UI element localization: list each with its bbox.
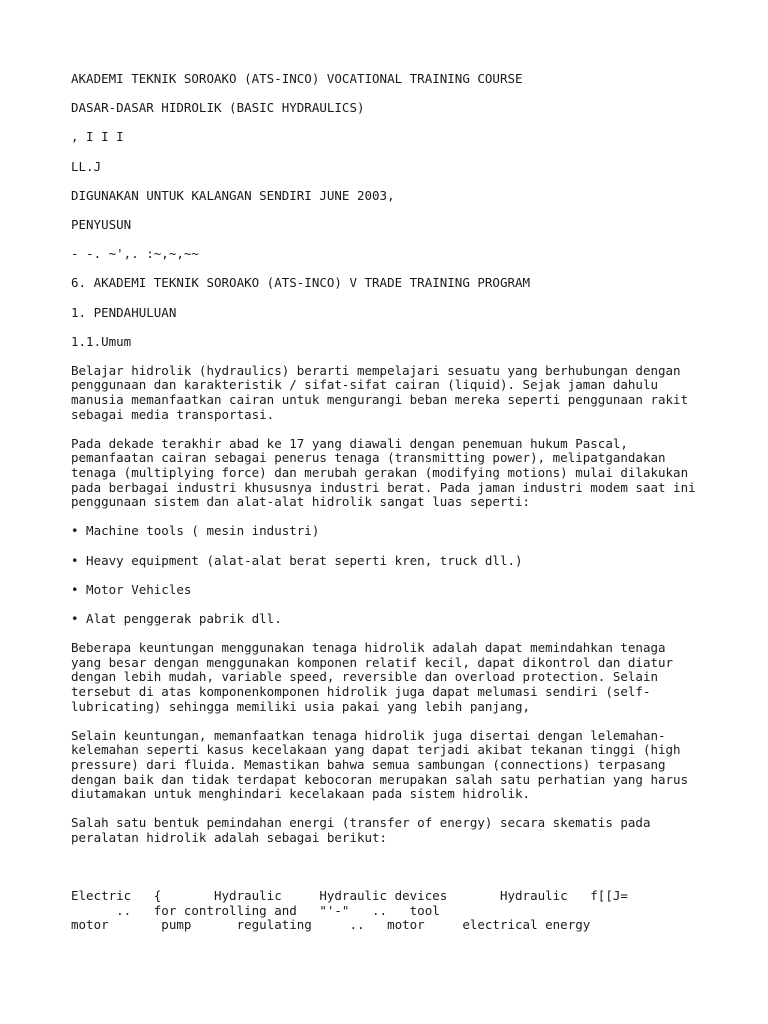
paragraph-intro: Belajar hidrolik (hydraulics) berarti mempelajari sesuatu yang berhubungan dengan penggunaan dan karakteristik / sifat-sifat cairan (liquid). Sejak jaman dahulu manusia memanfaatkan cairan untuk mengurangi beban mereka seperti penggunaan rakit sebagai media transportasi.: [71, 362, 689, 422]
document-page: [71, 72, 721, 933]
subsection-heading: 1.1.Umum: [71, 333, 132, 349]
usage-note: DIGUNAKAN UNTUK KALANGAN SENDIRI JUNE 2003,: [71, 187, 395, 203]
paragraph-history: Pada dekade terakhir abad ke 17 yang diawali dengan penemuan hukum Pascal, pemanfaatan cairan sebagai penerus tenaga (transmitting power), melipatgandakan tenaga (multiplying force) dan merubah gerakan (modifying motions) mulai dilakukan pada berbagai industri khususnya industri berat. Pada jaman industri modem saat ini penggunaan sistem dan alat-alat hidrolik sangat luas seperti:: [71, 435, 696, 510]
bullet-item: • Machine tools ( mesin industri): [71, 523, 320, 539]
diagram-row: .. for controlling and "'-" .. tool: [71, 902, 440, 918]
author-label: PENYUSUN: [71, 216, 132, 232]
paragraph-advantages: Beberapa keuntungan menggunakan tenaga hidrolik adalah dapat memindahkan tenaga yang besar dengan menggunakan komponen relatif kecil, dapat dikontrol dan diatur dengan lebih mudah, variable speed, reversible dan overload protection. Selain tersebut di atas komponenkomponen hidrolik juga dapat melumasi sendiri (self- lubricating) sehingga memiliki usia pakai yang lebih panjang,: [71, 640, 674, 714]
spacer: [71, 860, 721, 889]
bullet-item: • Motor Vehicles: [71, 581, 192, 597]
header-ocr-artifact-1: , I I I: [71, 129, 124, 145]
diagram-row: motor pump regulating .. motor electrical energy: [71, 917, 591, 933]
bullet-item: • Heavy equipment (alat-alat berat seperti kren, truck dll.): [71, 552, 523, 568]
paragraph-energy-transfer: Salah satu bentuk pemindahan energi (transfer of energy) secara skematis pada peralatan hidrolik adalah sebagai berikut:: [71, 815, 651, 845]
header-ocr-artifact-2: LL.J: [71, 158, 102, 174]
program-title: 6. AKADEMI TEKNIK SOROAKO (ATS-INCO) V TRADE TRAINING PROGRAM: [71, 275, 531, 291]
section-heading: 1. PENDAHULUAN: [71, 304, 177, 320]
bullet-item: • Alat penggerak pabrik dll.: [71, 610, 282, 626]
paragraph-disadvantages: Selain keuntungan, memanfaatkan tenaga hidrolik juga disertai dengan lelemahan- kelemahan seperti kasus kecelakaan yang dapat terjadi akibat tekanan tinggi (high pressure) dari fluida. Memastikan bahwa semua sambungan (connections) terpasang dengan baik dan tidak terdapat kebocoran merupakan salah satu perhatian yang harus diutamakan untuk menghindari kecelakaan pada sistem hidrolik.: [71, 727, 689, 802]
header-ocr-artifact-3: - -. ~',. :~,~,~~: [71, 246, 199, 262]
document-title: DASAR-DASAR HIDROLIK (BASIC HYDRAULICS): [71, 100, 365, 116]
energy-transfer-diagram-text: [71, 889, 721, 933]
diagram-row: Electric { Hydraulic Hydraulic devices Hydraulic f[[J=: [71, 888, 628, 904]
header-institution-line: AKADEMI TEKNIK SOROAKO (ATS-INCO) VOCATIONAL TRAINING COURSE: [71, 71, 523, 86]
